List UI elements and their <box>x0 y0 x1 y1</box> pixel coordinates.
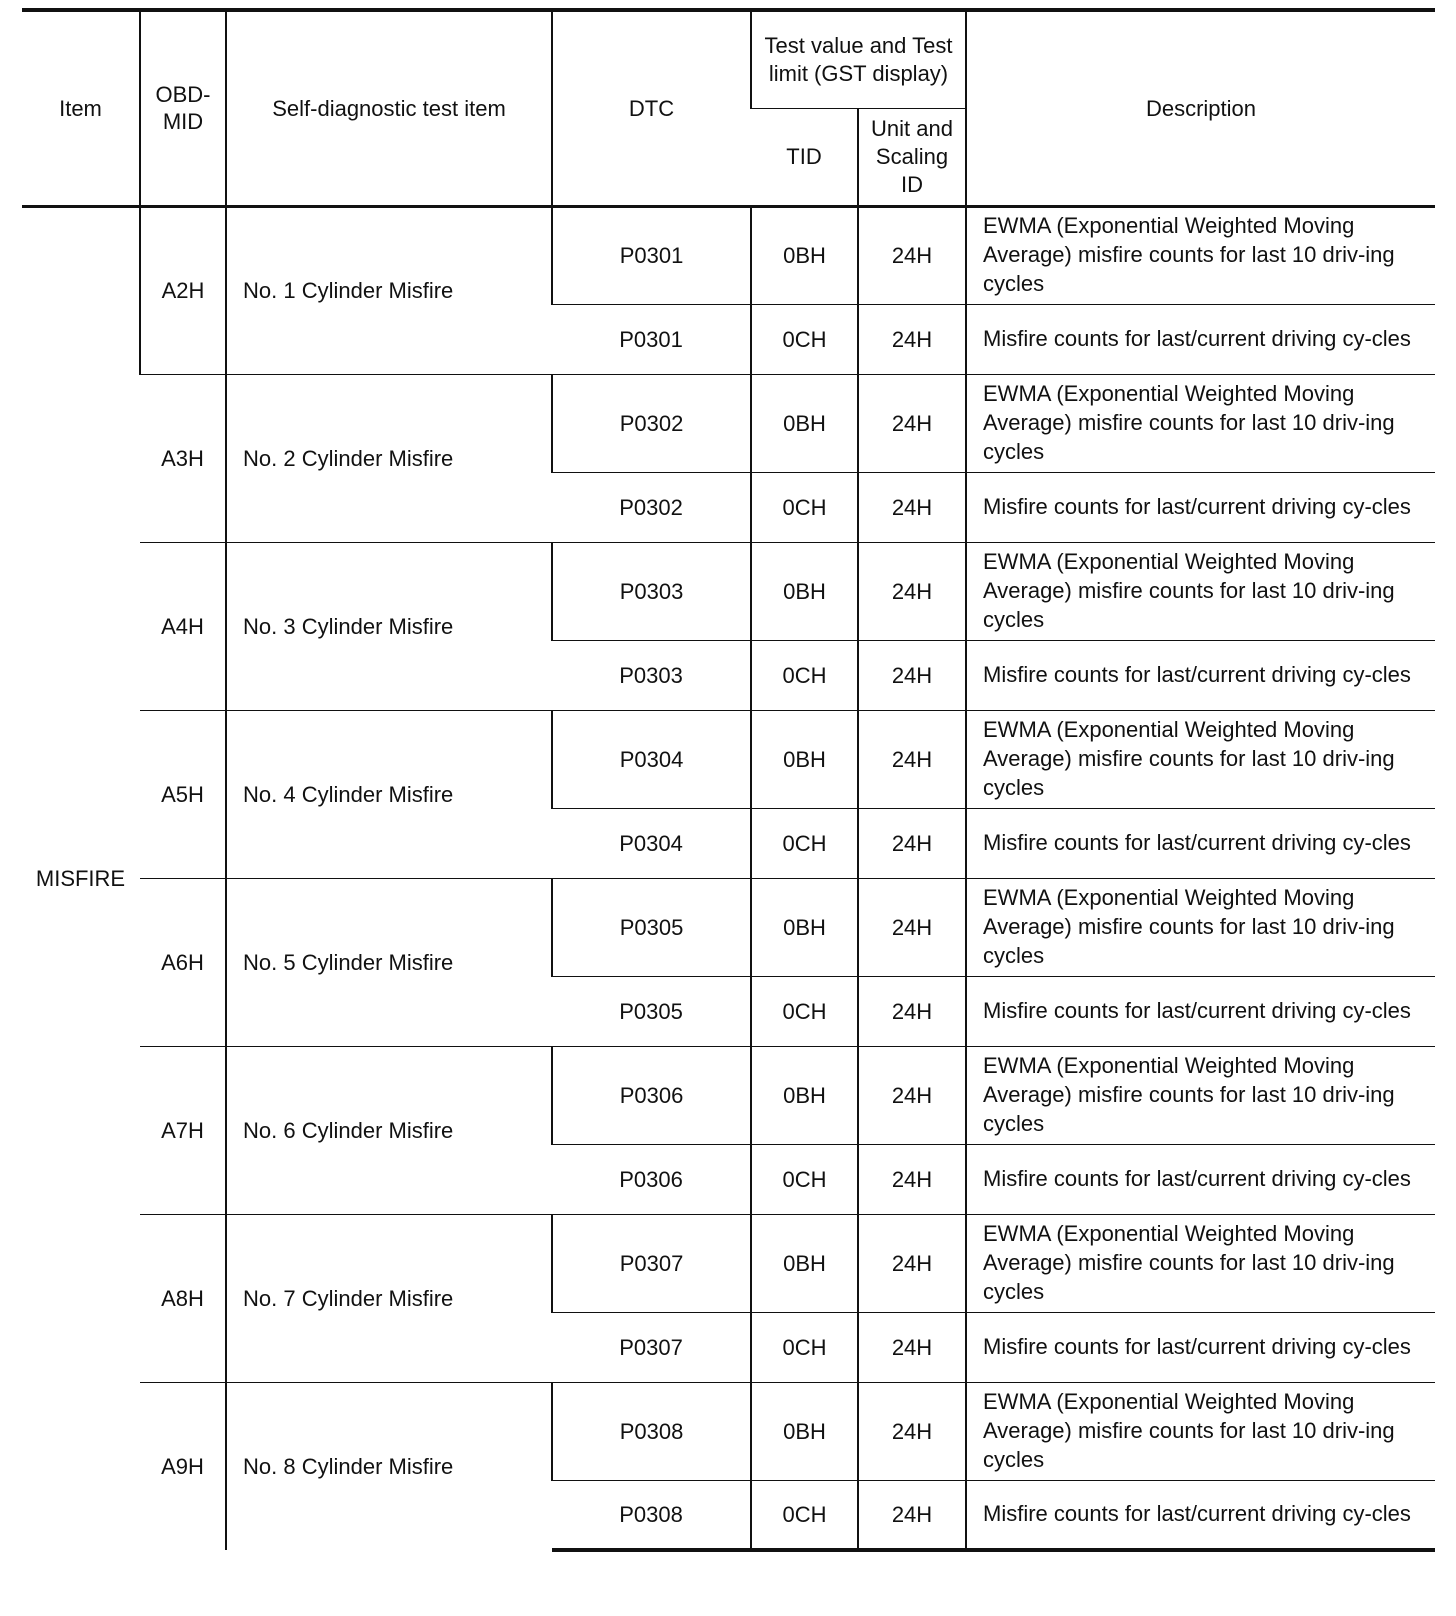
tid-cell: 0BH <box>751 1214 858 1312</box>
dtc-cell: P0304 <box>552 808 751 878</box>
obd-mid-cell: A4H <box>140 542 226 710</box>
misfire-spec-table <box>22 8 1435 1552</box>
tid-cell: 0BH <box>751 878 858 976</box>
description-cell: Misfire counts for last/current driving cy-cles <box>966 1144 1435 1214</box>
tid-cell: 0CH <box>751 976 858 1046</box>
tid-cell: 0BH <box>751 1046 858 1144</box>
unit-scaling-cell: 24H <box>858 374 966 472</box>
unit-scaling-cell: 24H <box>858 808 966 878</box>
obd-mid-cell: A8H <box>140 1214 226 1382</box>
dtc-cell: P0304 <box>552 710 751 808</box>
dtc-cell: P0307 <box>552 1214 751 1312</box>
description-cell: EWMA (Exponential Weighted Moving Average) misfire counts for last 10 driv-ing cycles <box>966 1046 1435 1144</box>
obd-mid-cell: A6H <box>140 878 226 1046</box>
dtc-cell: P0302 <box>552 472 751 542</box>
header-obd-mid: OBD- MID <box>140 10 226 206</box>
test-item-cell: No. 2 Cylinder Misfire <box>226 374 552 542</box>
unit-scaling-cell: 24H <box>858 640 966 710</box>
test-item-cell: No. 8 Cylinder Misfire <box>226 1382 552 1550</box>
header-description: Description <box>966 10 1435 206</box>
tid-cell: 0CH <box>751 808 858 878</box>
unit-scaling-cell: 24H <box>858 1382 966 1480</box>
test-item-cell: No. 1 Cylinder Misfire <box>226 206 552 374</box>
dtc-cell: P0303 <box>552 542 751 640</box>
description-cell: Misfire counts for last/current driving cy-cles <box>966 472 1435 542</box>
test-item-cell: No. 6 Cylinder Misfire <box>226 1046 552 1214</box>
header-self-diagnostic-test-item: Self-diagnostic test item <box>226 10 552 206</box>
table-row <box>22 1382 1435 1480</box>
table-row <box>22 374 1435 472</box>
description-cell: EWMA (Exponential Weighted Moving Average) misfire counts for last 10 driv-ing cycles <box>966 710 1435 808</box>
tid-cell: 0BH <box>751 542 858 640</box>
description-cell: Misfire counts for last/current driving cy-cles <box>966 1312 1435 1382</box>
dtc-cell: P0307 <box>552 1312 751 1382</box>
dtc-cell: P0306 <box>552 1046 751 1144</box>
header-dtc: DTC <box>552 10 751 206</box>
dtc-cell: P0305 <box>552 878 751 976</box>
table-row <box>22 710 1435 808</box>
tid-cell: 0CH <box>751 472 858 542</box>
obd-mid-cell: A7H <box>140 1046 226 1214</box>
header-test-value-group: Test value and Test limit (GST display) <box>751 10 966 108</box>
description-cell: Misfire counts for last/current driving cy-cles <box>966 640 1435 710</box>
unit-scaling-cell: 24H <box>858 206 966 304</box>
table-row <box>22 878 1435 976</box>
obd-mid-cell: A9H <box>140 1382 226 1550</box>
obd-mid-cell: A5H <box>140 710 226 878</box>
table-row <box>22 1214 1435 1312</box>
dtc-cell: P0301 <box>552 206 751 304</box>
dtc-cell: P0305 <box>552 976 751 1046</box>
obd-mid-cell: A3H <box>140 374 226 542</box>
unit-scaling-cell: 24H <box>858 472 966 542</box>
unit-scaling-cell: 24H <box>858 1480 966 1550</box>
unit-scaling-cell: 24H <box>858 1312 966 1382</box>
description-cell: Misfire counts for last/current driving cy-cles <box>966 808 1435 878</box>
dtc-cell: P0308 <box>552 1480 751 1550</box>
table-header <box>22 10 1435 206</box>
unit-scaling-cell: 24H <box>858 304 966 374</box>
description-cell: EWMA (Exponential Weighted Moving Average) misfire counts for last 10 driv-ing cycles <box>966 206 1435 304</box>
tid-cell: 0CH <box>751 1144 858 1214</box>
test-item-cell: No. 7 Cylinder Misfire <box>226 1214 552 1382</box>
unit-scaling-cell: 24H <box>858 710 966 808</box>
table-row <box>22 1046 1435 1144</box>
description-cell: EWMA (Exponential Weighted Moving Average) misfire counts for last 10 driv-ing cycles <box>966 878 1435 976</box>
dtc-cell: P0303 <box>552 640 751 710</box>
table-row <box>22 542 1435 640</box>
description-cell: EWMA (Exponential Weighted Moving Average) misfire counts for last 10 driv-ing cycles <box>966 374 1435 472</box>
tid-cell: 0BH <box>751 710 858 808</box>
header-item: Item <box>22 10 140 206</box>
test-item-cell: No. 5 Cylinder Misfire <box>226 878 552 1046</box>
description-cell: EWMA (Exponential Weighted Moving Average) misfire counts for last 10 driv-ing cycles <box>966 542 1435 640</box>
description-cell: Misfire counts for last/current driving cy-cles <box>966 976 1435 1046</box>
dtc-cell: P0301 <box>552 304 751 374</box>
header-unit-scaling-id: Unit and Scaling ID <box>858 108 966 206</box>
unit-scaling-cell: 24H <box>858 976 966 1046</box>
test-item-cell: No. 4 Cylinder Misfire <box>226 710 552 878</box>
dtc-cell: P0308 <box>552 1382 751 1480</box>
tid-cell: 0BH <box>751 374 858 472</box>
table-row <box>22 206 1435 304</box>
tid-cell: 0CH <box>751 1480 858 1550</box>
tid-cell: 0CH <box>751 640 858 710</box>
unit-scaling-cell: 24H <box>858 1046 966 1144</box>
table-body <box>22 206 1435 1550</box>
test-item-cell: No. 3 Cylinder Misfire <box>226 542 552 710</box>
header-tid: TID <box>751 108 858 206</box>
description-cell: Misfire counts for last/current driving cy-cles <box>966 304 1435 374</box>
item-misfire: MISFIRE <box>22 206 140 1550</box>
tid-cell: 0BH <box>751 206 858 304</box>
unit-scaling-cell: 24H <box>858 878 966 976</box>
tid-cell: 0CH <box>751 304 858 374</box>
unit-scaling-cell: 24H <box>858 542 966 640</box>
obd-mid-cell: A2H <box>140 206 226 374</box>
description-cell: EWMA (Exponential Weighted Moving Average) misfire counts for last 10 driv-ing cycles <box>966 1214 1435 1312</box>
unit-scaling-cell: 24H <box>858 1144 966 1214</box>
tid-cell: 0CH <box>751 1312 858 1382</box>
description-cell: EWMA (Exponential Weighted Moving Average) misfire counts for last 10 driv-ing cycles <box>966 1382 1435 1480</box>
dtc-cell: P0302 <box>552 374 751 472</box>
description-cell: Misfire counts for last/current driving cy-cles <box>966 1480 1435 1550</box>
tid-cell: 0BH <box>751 1382 858 1480</box>
unit-scaling-cell: 24H <box>858 1214 966 1312</box>
dtc-cell: P0306 <box>552 1144 751 1214</box>
